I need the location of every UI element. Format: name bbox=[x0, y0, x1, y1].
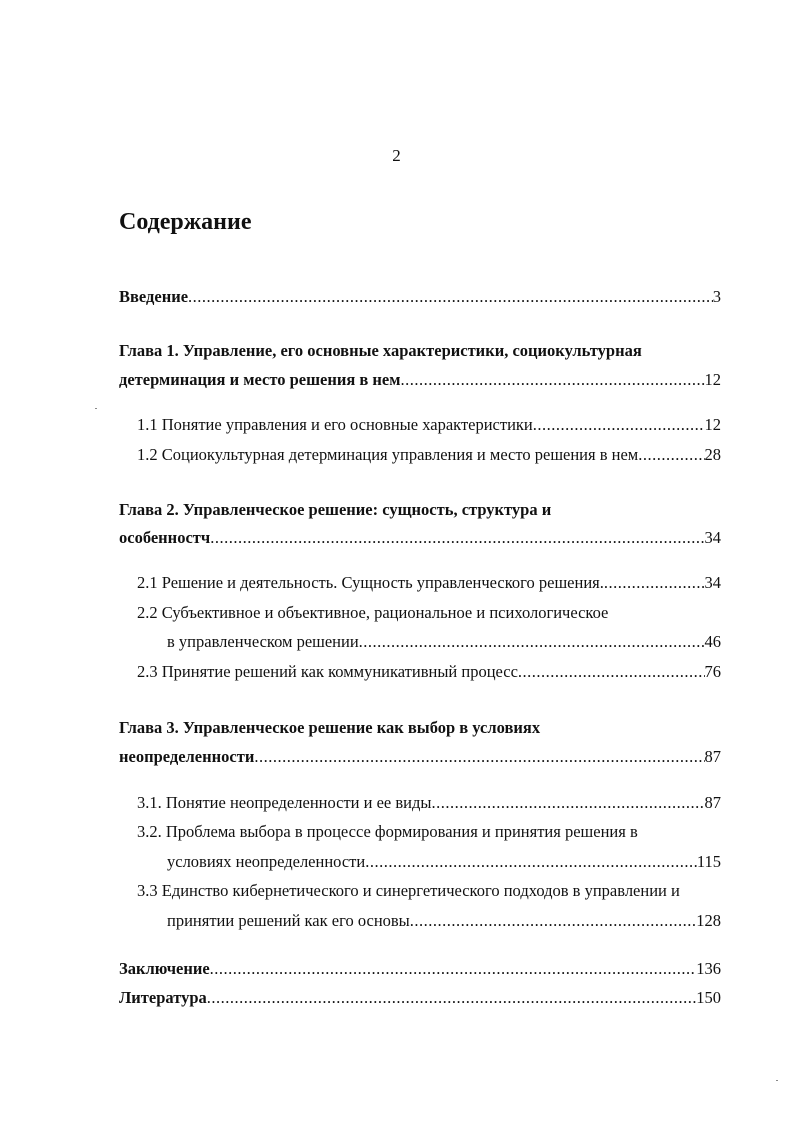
toc-entry-label: в управленческом решении bbox=[167, 632, 359, 651]
toc-entry-2-2[interactable] bbox=[167, 632, 721, 652]
leader-dots bbox=[365, 852, 697, 872]
toc-entry-label: условиях неопределенности bbox=[167, 852, 366, 871]
leader-dots bbox=[188, 287, 713, 307]
toc-entry-3-3[interactable] bbox=[167, 911, 721, 931]
toc-chapter-2-title[interactable]: Глава 2. Управленческое решение: сущность, структура и bbox=[119, 500, 552, 519]
leader-dots bbox=[210, 959, 697, 979]
toc-entry-page: 87 bbox=[704, 747, 721, 766]
toc-entry-literature[interactable] bbox=[119, 988, 721, 1008]
toc-entry-label: 2.3 Принятие решений как коммуникативный процесс bbox=[137, 662, 518, 681]
toc-entry-page: 76 bbox=[704, 662, 721, 681]
toc-chapter-1-title[interactable]: Глава 1. Управление, его основные характеристики, социокультурная bbox=[119, 341, 642, 360]
toc-entry-page: 136 bbox=[696, 959, 721, 978]
toc-entry-2-2-title[interactable]: 2.2 Субъективное и объективное, рациональное и психологическое bbox=[137, 603, 609, 622]
toc-entry-label: 3.1. Понятие неопределенности и ее виды bbox=[137, 793, 432, 812]
leader-dots bbox=[359, 632, 705, 652]
toc-entry-page: 34 bbox=[704, 528, 721, 547]
toc-entry-page: 34 bbox=[704, 573, 721, 592]
toc-entry-page: 28 bbox=[704, 445, 721, 464]
leader-dots bbox=[518, 662, 705, 682]
toc-entry-page: 46 bbox=[704, 632, 721, 651]
toc-entry-label: принятии решений как его основы bbox=[167, 911, 410, 930]
toc-entry-2-3[interactable] bbox=[137, 662, 721, 682]
toc-entry-label: Заключение bbox=[119, 959, 210, 978]
toc-entry-page: 12 bbox=[704, 370, 721, 389]
toc-entry-page: 128 bbox=[696, 911, 721, 930]
toc-entry-3-3-title[interactable]: 3.3 Единство кибернетического и синергетического подходов в управлении и bbox=[137, 881, 680, 900]
leader-dots bbox=[604, 573, 705, 593]
leader-dots bbox=[210, 528, 704, 548]
toc-entry-label: 2.1 Решение и деятельность. Сущность управленческого решения. bbox=[137, 573, 604, 592]
scan-artifact bbox=[95, 408, 97, 409]
toc-entry-label: особенностч bbox=[119, 528, 211, 547]
toc-entry-chapter-1[interactable] bbox=[119, 370, 721, 390]
toc-entry-chapter-2[interactable] bbox=[119, 528, 721, 548]
toc-entry-conclusion[interactable] bbox=[119, 959, 721, 979]
leader-dots bbox=[533, 415, 705, 435]
toc-entry-1-1[interactable] bbox=[137, 415, 721, 435]
toc-entry-label: неопределенности bbox=[119, 747, 255, 766]
toc-entry-page: 87 bbox=[704, 793, 721, 812]
toc-entry-label: Литература bbox=[119, 988, 207, 1007]
toc-entry-1-2[interactable] bbox=[137, 445, 721, 465]
toc-entry-page: 12 bbox=[704, 415, 721, 434]
toc-entry-label: 1.1 Понятие управления и его основные характеристики bbox=[137, 415, 533, 434]
leader-dots bbox=[431, 793, 704, 813]
toc-title: Содержание bbox=[119, 209, 252, 235]
toc-entry-intro[interactable] bbox=[119, 287, 721, 307]
toc-entry-3-2-title[interactable]: 3.2. Проблема выбора в процессе формирования и принятия решения в bbox=[137, 822, 638, 841]
toc-entry-page: 150 bbox=[696, 988, 721, 1007]
leader-dots bbox=[207, 988, 696, 1008]
scan-artifact bbox=[776, 1080, 778, 1081]
leader-dots bbox=[638, 445, 704, 465]
toc-entry-chapter-3[interactable] bbox=[119, 747, 721, 767]
toc-entry-label: Введение bbox=[119, 287, 189, 306]
toc-entry-page: 115 bbox=[696, 852, 721, 871]
leader-dots bbox=[401, 370, 705, 390]
toc-entry-3-2[interactable] bbox=[167, 852, 721, 872]
page-number: 2 bbox=[392, 146, 401, 165]
toc-entry-page: 3 bbox=[712, 287, 721, 306]
leader-dots bbox=[254, 747, 704, 767]
toc-chapter-3-title[interactable]: Глава 3. Управленческое решение как выбор в условиях bbox=[119, 718, 541, 737]
leader-dots bbox=[410, 911, 696, 931]
toc-entry-label: 1.2 Социокультурная детерминация управления и место решения в нем bbox=[137, 445, 639, 464]
toc-entry-3-1[interactable] bbox=[137, 793, 721, 813]
toc-entry-2-1[interactable] bbox=[137, 573, 721, 593]
toc-entry-label: детерминация и место решения в нем bbox=[119, 370, 401, 389]
